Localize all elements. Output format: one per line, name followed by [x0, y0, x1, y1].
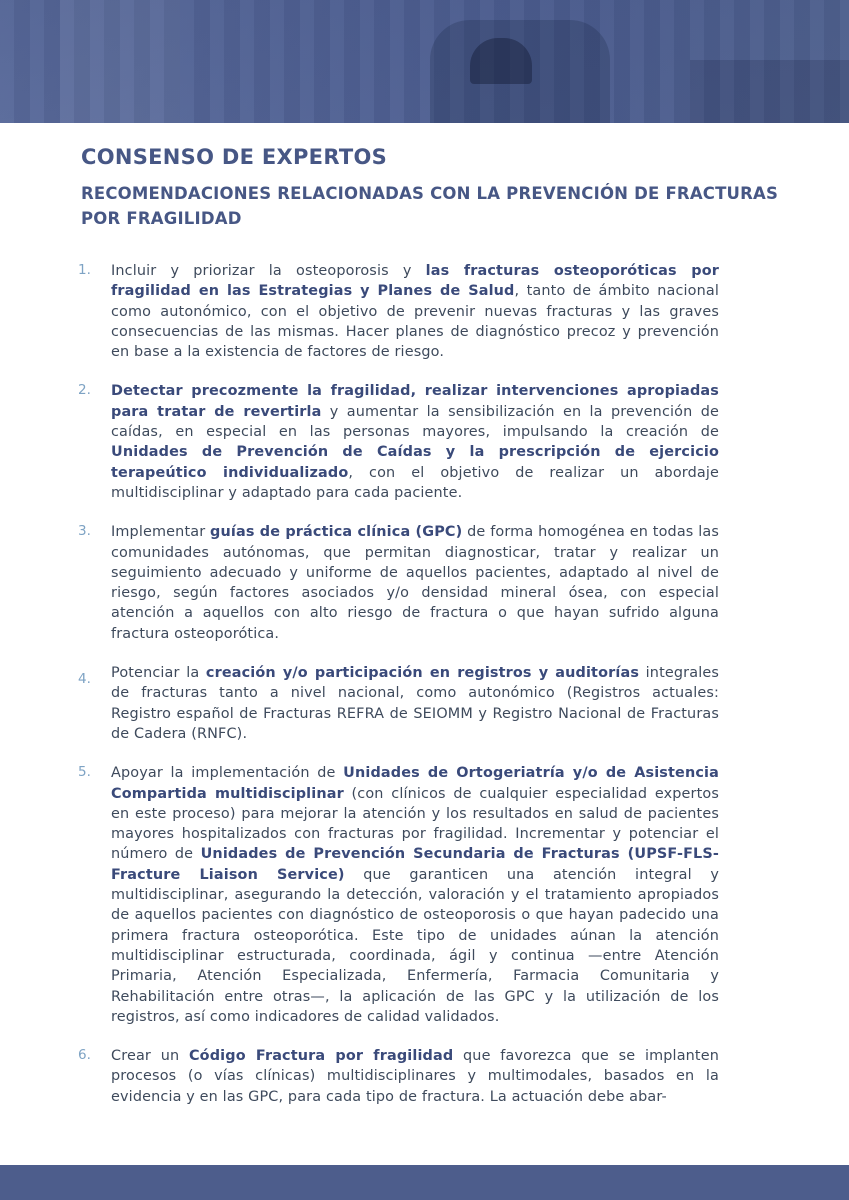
text-run: Apoyar la implementación de: [111, 765, 344, 782]
recommendation-item: [0, 663, 849, 744]
text-run: y aumentar la sensibilización en la prevención de caídas, en especial en las personas mayores, impulsando la creación de: [111, 403, 720, 441]
text-run-bold: las fracturas osteoporóticas por fragilidad en las Estrategias y Planes de Salud: [111, 263, 719, 300]
recommendation-text: [111, 1046, 719, 1107]
header-photo-band: [0, 0, 849, 123]
text-run: Potenciar la: [111, 665, 206, 682]
text-run-bold: Unidades de Prevención Secundaria de Fracturas (UPSF-FLS-Fracture Liaison Service): [111, 846, 720, 883]
text-run: Incluir y priorizar la osteoporosis y: [111, 263, 426, 279]
recommendation-number: 2.: [78, 382, 91, 399]
header-photo-shadow: [690, 60, 849, 123]
text-run-bold: Unidades de Prevención de Caídas y la prescripción de ejercicio terapeútico individualizado: [111, 444, 719, 481]
footer-band: [0, 1165, 849, 1200]
recommendation-text: [111, 381, 719, 503]
text-run: que favorezca que se implanten procesos (o vías clínicas) multidisciplinares y multimodales, basados en la evidencia y en las GPC, para cada tipo de fractura. La actuación debe abar-: [111, 1048, 719, 1105]
text-run: Implementar: [111, 524, 211, 541]
page-subtitle: RECOMENDACIONES RELACIONADAS CON LA PREVENCIÓN DE FRACTURAS POR FRAGILIDAD: [81, 184, 779, 228]
text-run-bold: creación y/o participación en registros y auditorías: [205, 665, 640, 682]
recommendation-text: [111, 663, 719, 744]
recommendation-number: 6.: [78, 1047, 91, 1064]
text-run: Crear un: [111, 1048, 189, 1065]
text-run-bold: Unidades de Ortogeriatría y/o de Asistencia Compartida multidisciplinar: [111, 765, 719, 802]
text-run: que garanticen una atención integral y multidisciplinar, asegurando la detección, valoración y el tratamiento apropiados de aquellos pacientes con diagnóstico de osteoporosis o que hayan padecido una primera fractura osteoporótica. Este tipo de unidades aúnan la atención multidisciplinar estructurada, coordinada, ágil y continua —entre Atención Primaria, Atención Especializada, Enfermería, Farmacia Comunitaria y Rehabilitación entre otras—, la aplicación de las GPC y la utilización de los registros, así como indicadores de calidad validados.: [111, 866, 720, 1025]
recommendation-text: [111, 763, 719, 1027]
text-run: de forma homogénea en todas las comunidades autónomas, que permitan diagnosticar, tratar y realizar un seguimiento adecuado y uniforme de aquellos pacientes, adaptado al nivel de riesgo, según factores asociados y/o densidad mineral ósea, con especial atención a aquellos con alto riesgo de fractura o que hayan sufrido alguna fractura osteoporótica.: [111, 524, 719, 642]
text-run: integrales de fracturas tanto a nivel nacional, como autonómico (Registros actuales: Registro español de Fracturas REFRA de SEIOMM y Registro Nacional de Fracturas de Cadera (RNFC).: [111, 665, 719, 742]
recommendation-number: 4.: [78, 671, 91, 688]
title-block: [81, 143, 781, 231]
recommendation-text: [111, 261, 719, 362]
text-run: , con el objetivo de realizar un abordaje multidisciplinar y adaptado para cada paciente.: [111, 464, 719, 501]
recommendations-list: [0, 261, 849, 1126]
recommendation-number: 5.: [78, 764, 91, 781]
text-run: (con clínicos de cualquier especialidad expertos en este proceso) para mejorar la atención y los resultados en salud de pacientes mayores hospitalizados con fracturas por fragilidad. Incrementar y potenciar el número de: [111, 785, 720, 863]
recommendation-item: [0, 381, 849, 503]
header-photo-detail: [60, 0, 180, 123]
recommendation-item: [0, 522, 849, 644]
recommendation-item: [0, 763, 849, 1027]
recommendation-item: [0, 1046, 849, 1107]
text-run: , tanto de ámbito nacional como autonómico, con el objetivo de prevenir nuevas fracturas y las graves consecuencias de las mismas. Hacer planes de diagnóstico precoz y prevención en base a la existencia de factores de riesgo.: [111, 283, 719, 361]
text-run-bold: guías de práctica clínica (GPC): [210, 524, 463, 541]
text-run-bold: Código Fractura por fragilidad: [188, 1048, 454, 1065]
recommendation-item: [0, 261, 849, 362]
header-photo-hat: [470, 38, 532, 84]
recommendation-number: 3.: [78, 523, 91, 540]
page-title: CONSENSO DE EXPERTOS: [81, 145, 388, 169]
recommendation-text: [111, 522, 719, 644]
text-run-bold: Detectar precozmente la fragilidad, realizar intervenciones apropiadas para tratar de revertirla: [111, 383, 719, 420]
recommendation-number: 1.: [78, 262, 91, 278]
